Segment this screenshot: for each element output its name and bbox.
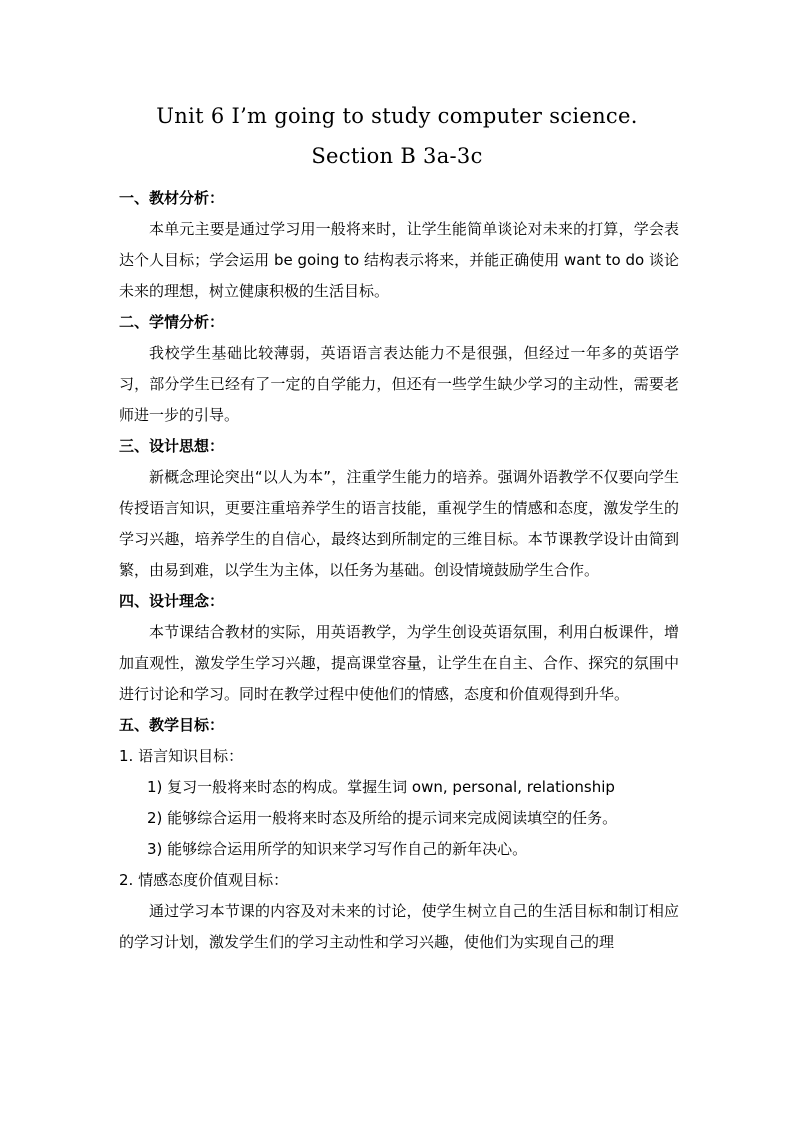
section-heading-teaching-goals: 五、教学目标： xyxy=(119,716,225,734)
goal-subitem-1: 1) 复习一般将来时态的构成。掌握生词 own, personal, relationship xyxy=(147,778,615,796)
document-title: Unit 6 I’m going to study computer science. xyxy=(156,104,638,128)
section-heading-design-thought: 三、设计思想： xyxy=(119,437,225,455)
section-text-textbook-analysis: 本单元主要是通过学习用一般将来时，让学生能简单谈论对未来的打算，学会表达个人目标；学会运用 be going to 结构表示将来，并能正确使用 want to do 谈论未来的理想，树立健康积极的生活目标。 xyxy=(119,220,679,300)
document-body xyxy=(119,183,679,958)
goal-text-emotion-attitude: 通过学习本节课的内容及对未来的讨论，使学生树立自己的生活目标和制订相应的学习计划，激发学生们的学习主动性和学习兴趣，使他们为实现自己的理 xyxy=(119,902,679,951)
section-text-student-analysis: 我校学生基础比较薄弱，英语语言表达能力不是很强，但经过一年多的英语学习，部分学生已经有了一定的自学能力，但还有一些学生缺少学习的主动性，需要老师进一步的引导。 xyxy=(119,344,679,424)
goal-item-language-knowledge: 1. 语言知识目标： xyxy=(119,747,244,765)
document-subtitle: Section B 3a-3c xyxy=(311,144,483,168)
goal-subitem-3: 3) 能够综合运用所学的知识来学习写作自己的新年决心。 xyxy=(147,840,528,858)
section-text-design-concept: 本节课结合教材的实际，用英语教学，为学生创设英语氛围，利用白板课件，增加直观性，激发学生学习兴趣，提高课堂容量，让学生在自主、合作、探究的氛围中进行讨论和学习。同时在教学过程中使他们的情感，态度和价值观得到升华。 xyxy=(119,623,679,703)
section-heading-design-concept: 四、设计理念： xyxy=(119,592,225,610)
section-heading-student-analysis: 二、学情分析： xyxy=(119,313,225,331)
section-heading-textbook-analysis: 一、教材分析： xyxy=(119,189,225,207)
goal-subitem-2: 2) 能够综合运用一般将来时态及所给的提示词来完成阅读填空的任务。 xyxy=(147,809,618,827)
section-text-design-thought: 新概念理论突出“以人为本”，注重学生能力的培养。强调外语教学不仅要向学生传授语言知识，更要注重培养学生的语言技能，重视学生的情感和态度，激发学生的学习兴趣，培养学生的自信心，最终达到所制定的三维目标。本节课教学设计由简到繁，由易到难，以学生为主体，以任务为基础。创设情境鼓励学生合作。 xyxy=(119,468,679,579)
goal-item-emotion-attitude: 2. 情感态度价值观目标： xyxy=(119,871,289,889)
